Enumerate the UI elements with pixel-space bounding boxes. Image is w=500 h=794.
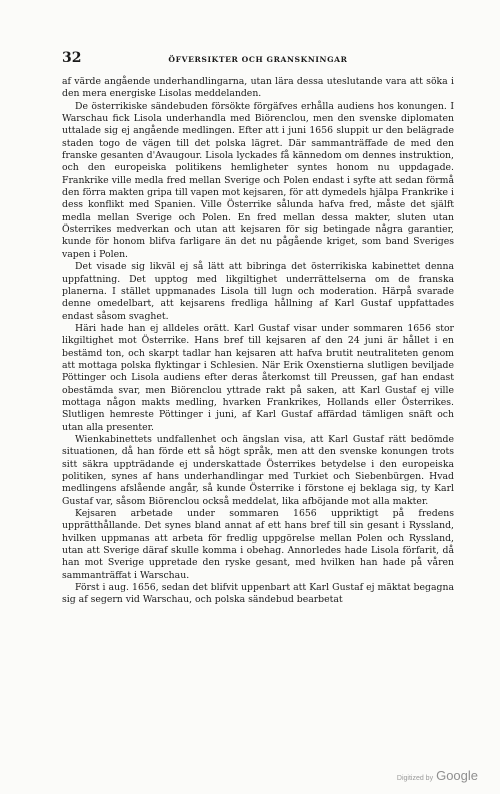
body-text: [62, 76, 454, 607]
paragraph-3: Det visade sig likväl ej så lätt att bibringa det österrikiska kabinettet denna uppfattning. Det upptog med likgiltighet underrättelserna om de franska planerna. I stället uppmanades Lisola till lugn och moderation. Härpå svarade denne omedelbart, att kejsarens fredliga hållning af Karl Gustaf uppfattades endast såsom svaghet.: [62, 261, 454, 322]
google-watermark: [397, 768, 478, 783]
watermark-prefix: Digitized by: [396, 775, 434, 782]
page-number: 32: [62, 50, 82, 66]
paragraph-4: Häri hade han ej alldeles orätt. Karl Gustaf visar under sommaren 1656 stor likgiltighet mot Österrike. Hans bref till kejsaren af den 24 juni är hållet i en bestämd ton, och skarpt tadlar han kejsaren att hafva brutit neutraliteten genom att mottaga polska flyktingar i Schlesien. När Erik Oxenstierna slutligen beviljade Pöttinger och Lisola audiens efter deras återkomst till Preussen, gaf han endast obestämda svar, men Biörenclou yttrade rakt på saken, att Karl Gustaf ej ville mottaga någon makts medling, hvarken Frankrikes, Hollands eller Österrikes. Slutligen hemreste Pöttinger i juni, af Karl Gustaf affärdad tämligen snäft och utan alla presenter.: [62, 322, 454, 433]
running-head: ÖFVERSIKTER OCH GRANSKNINGAR: [168, 55, 348, 64]
paragraph-7: Först i aug. 1656, sedan det blifvit uppenbart att Karl Gustaf ej mäktat begagna sig af segern vid Warschau, och polska sändebud bearbetat: [62, 582, 454, 606]
paragraph-1: af värde angående underhandlingarna, utan lära dessa uteslutande vara att söka i den mera energiske Lisolas meddelanden.: [62, 76, 454, 100]
paragraph-2: De österrikiske sändebuden försökte förgäfves erhålla audiens hos konungen. I Warschau fick Lisola underhandla med Biörenclou, men den svenske diplomaten uttalade sig ej angående medlingen. Efter att i juni 1656 sluppit ur den belägrade staden togo de vägen till det polska lägret. Där sammanträffade de med den franske gesanten d'Avaugour. Lisola lyckades få kännedom om dennes instruktion, och den europeiska politikens hemligheter syntes honom nu uppdagade. Frankrike ville medla fred mellan Sverige och Polen endast i syfte att sedan förmå den förra makten gripa till vapen mot kejsaren, för att dymedels hjälpa Frankrike i dess konflikt med Spanien. Ville Österrike sålunda hafva fred, måste det själft medla mellan Sverige och Polen. En fred mellan dessa makter, sluten utan Österrikes medverkan och utan att kejsaren för sig betingade några garantier, kunde för honom blifva farligare än det nu pågående kriget, som band Sveriges vapen i Polen.: [62, 100, 454, 260]
google-logo: Google: [436, 768, 478, 783]
page-header: [62, 50, 454, 66]
paragraph-5: Wienkabinettets undfallenhet och ängslan visa, att Karl Gustaf rätt bedömde situationen, då han förde ett så högt språk, men att den svenske konungen trots sitt säkra uppträdande ej underskattade Österrikes betydelse i den europeiska politiken, synes af hans underhandlingar med Turkiet och Siebenbürgen. Hvad medlingens afslående angår, så kunde Österrike i förstone ej beklaga sig, ty Karl Gustaf var, såsom Biörenclou också meddelat, lika afböjande mot alla makter.: [62, 433, 454, 507]
book-page: [62, 50, 454, 607]
paragraph-6: Kejsaren arbetade under sommaren 1656 uppriktigt på fredens upprätthållande. Det synes bland annat af ett hans bref till sin gesant i Ryssland, hvilken uppmanas att arbeta för fredlig uppgörelse mellan Polen och Ryssland, utan att Sverige däraf skulle komma i obehag. Annorledes hade Lisola förfarit, då han mot Sverige uppretade den ryske gesant, med hvilken han hade på våren sammanträffat i Warschau.: [62, 508, 454, 581]
